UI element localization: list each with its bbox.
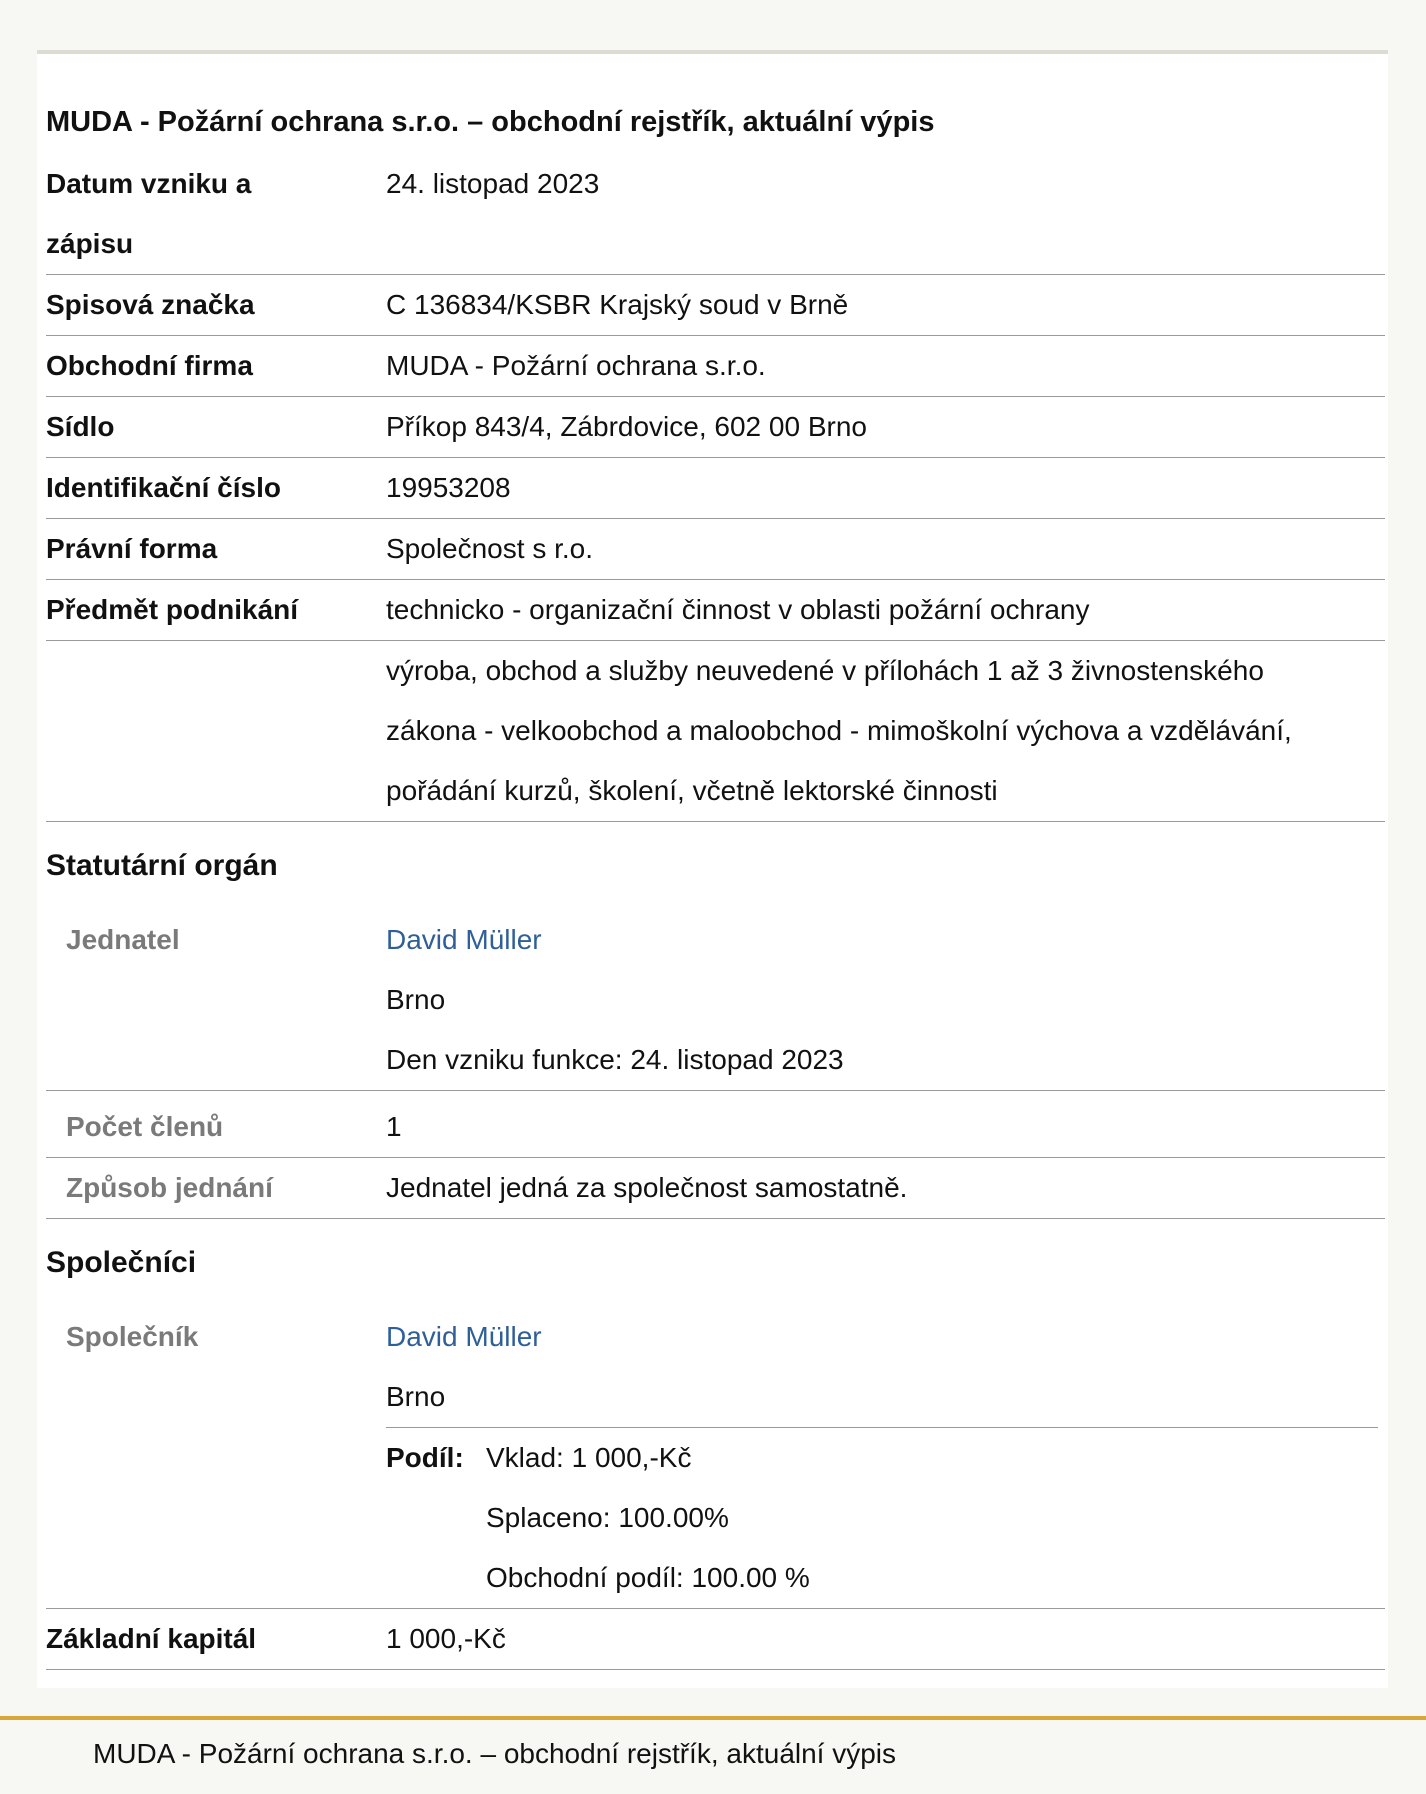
value-spisova-znacka: C 136834/KSBR Krajský soud v Brně [386, 275, 1385, 336]
predmet-2-line1: výroba, obchod a služby neuvedené v přílohách 1 až 3 živnostenského [386, 655, 1264, 686]
row-zakladni-kapital [46, 1609, 1385, 1670]
share-business: Obchodní podíl: 100.00 % [486, 1562, 810, 1593]
value-sidlo: Příkop 843/4, Zábrdovice, 602 00 Brno [386, 397, 1385, 458]
label-ico: Identifikační číslo [46, 458, 386, 519]
label-datum-vzniku [46, 154, 386, 275]
page-footer [0, 1716, 1426, 1794]
label-datum-line1: Datum vzniku a [46, 168, 252, 199]
row-spolecnik [46, 1307, 1385, 1609]
value-spolecnik [386, 1307, 1385, 1609]
statutory-heading: Statutární orgán [46, 849, 278, 882]
label-spolecnik: Společník [46, 1307, 386, 1609]
row-spisova-znacka [46, 275, 1385, 336]
row-statutory-heading [46, 822, 1385, 911]
value-ico: 19953208 [386, 458, 1385, 519]
jednatel-since: Den vzniku funkce: 24. listopad 2023 [386, 1044, 844, 1075]
label-jednatel: Jednatel [46, 910, 386, 1091]
value-pravni-forma: Společnost s r.o. [386, 519, 1385, 580]
register-table [46, 154, 1385, 1670]
value-predmet-2 [386, 641, 1385, 822]
row-predmet-2 [46, 641, 1385, 822]
label-spisova-znacka: Spisová značka [46, 275, 386, 336]
row-zpusob-jednani [46, 1158, 1385, 1219]
row-pocet-clenu [46, 1097, 1385, 1158]
spolecnik-person-link[interactable]: David Müller [386, 1321, 542, 1352]
page-title: MUDA - Požární ochrana s.r.o. – obchodní rejstřík, aktuální výpis [46, 106, 935, 138]
predmet-2-line3: pořádání kurzů, školení, včetně lektorské činnosti [386, 775, 998, 806]
label-pravni-forma: Právní forma [46, 519, 386, 580]
share-label: Podíl: [386, 1442, 464, 1473]
value-datum-vzniku: 24. listopad 2023 [386, 154, 1385, 275]
label-sidlo: Sídlo [46, 397, 386, 458]
jednatel-person-link[interactable]: David Müller [386, 924, 542, 955]
row-datum-vzniku [46, 154, 1385, 275]
row-sidlo [46, 397, 1385, 458]
value-predmet-1: technicko - organizační činnost v oblasti požární ochrany [386, 580, 1385, 641]
value-pocet-clenu: 1 [386, 1097, 1385, 1158]
label-obchodni-firma: Obchodní firma [46, 336, 386, 397]
register-card [37, 50, 1388, 1688]
footer-text: MUDA - Požární ochrana s.r.o. – obchodní rejstřík, aktuální výpis [93, 1738, 897, 1769]
share-deposit: Vklad: 1 000,-Kč [486, 1442, 692, 1473]
spolecnik-city: Brno [386, 1381, 446, 1412]
label-pocet-clenu: Počet členů [46, 1097, 386, 1158]
value-jednatel [386, 910, 1385, 1091]
value-obchodni-firma: MUDA - Požární ochrana s.r.o. [386, 336, 1385, 397]
row-ico [46, 458, 1385, 519]
label-zpusob-jednani: Způsob jednání [46, 1158, 386, 1219]
predmet-2-line2: zákona - velkoobchod a maloobchod - mimoškolní výchova a vzdělávání, [386, 715, 1292, 746]
partners-heading: Společníci [46, 1246, 197, 1279]
value-zakladni-kapital: 1 000,-Kč [386, 1609, 1385, 1670]
label-predmet: Předmět podnikání [46, 580, 386, 641]
row-partners-heading [46, 1219, 1385, 1308]
value-zpusob-jednani: Jednatel jedná za společnost samostatně. [386, 1158, 1385, 1219]
row-predmet-1 [46, 580, 1385, 641]
row-pravni-forma [46, 519, 1385, 580]
share-block [386, 1427, 1378, 1608]
row-jednatel [46, 910, 1385, 1091]
label-datum-line2: zápisu [46, 228, 134, 259]
row-obchodni-firma [46, 336, 1385, 397]
label-zakladni-kapital: Základní kapitál [46, 1609, 386, 1670]
jednatel-city: Brno [386, 984, 446, 1015]
share-paid: Splaceno: 100.00% [486, 1502, 729, 1533]
